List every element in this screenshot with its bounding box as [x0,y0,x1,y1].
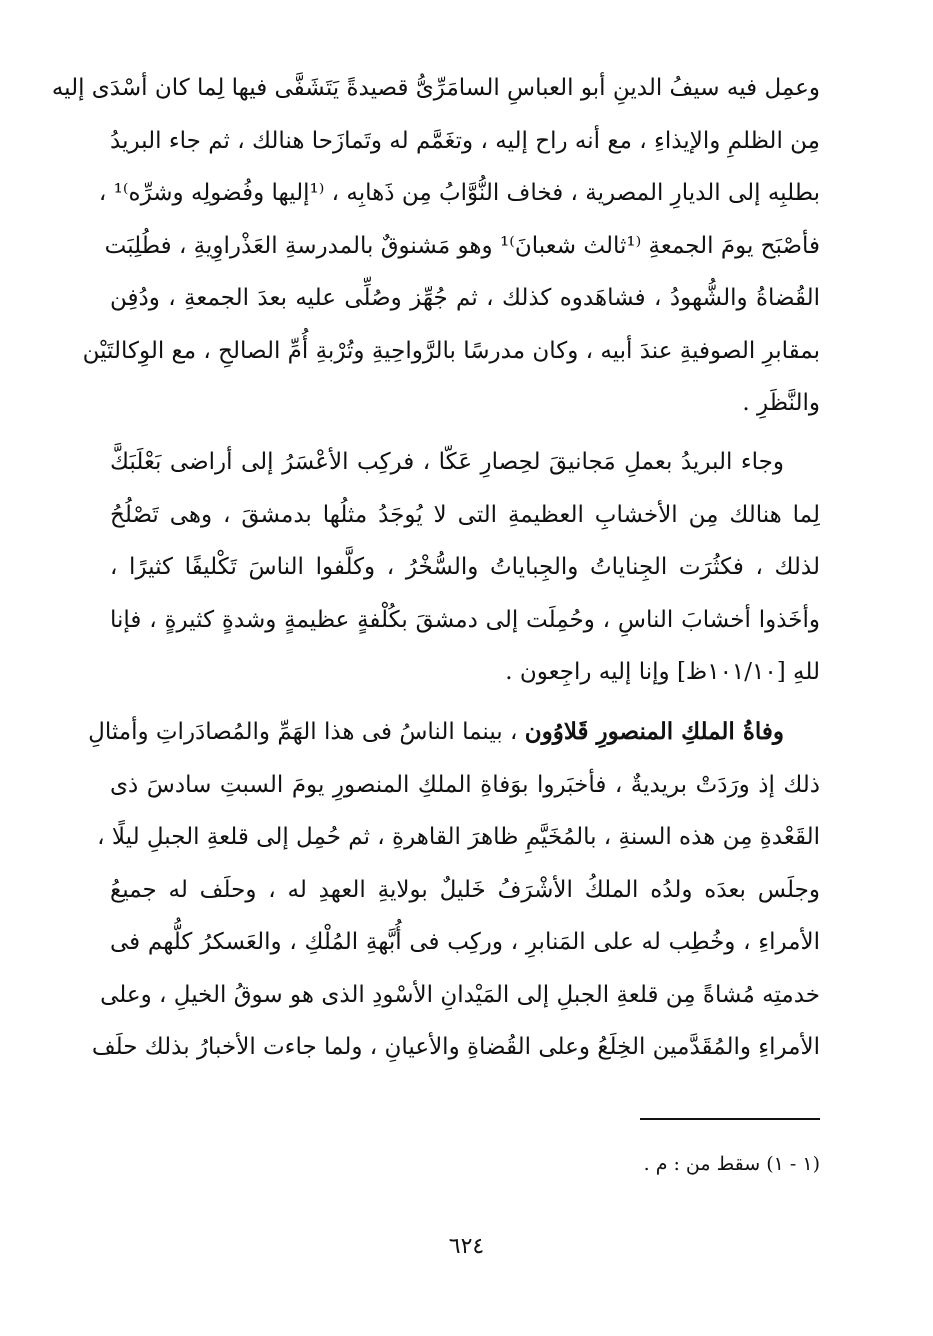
page-number: ٦٢٤ [448,1234,485,1259]
text-line: فأصْبَح يومَ الجمعةِ ⁽¹ثالث شعبانَ⁾¹ وهو مَشنوقٌ بالمدرسةِ العَذْراوِيةِ ، فطُلِبَت [104,232,820,259]
text-line: القُضاةُ والشُّهودُ ، فشاهَدوه كذلك ، ثم جُهِّز وصُلِّى عليه بعدَ الجمعةِ ، ودُفِن [110,285,820,311]
text-line: للهِ [١٠١/١٠ظ] وإنا إليه راجِعون . [505,659,820,685]
text-line: وأخَذوا أخشابَ الناسِ ، وحُمِلَت إلى دمشقَ بكُلْفةٍ عظيمةٍ وشدةٍ كثيرةٍ ، فإنا [110,606,820,633]
paragraph-3 [88,706,820,1074]
text-line: الأمراءِ ، وخُطِب له على المَنابرِ ، وركِب فى أُبَّهةِ المُلْكِ ، والعَسكرُ كلُّهم فى [110,929,820,955]
text-line: ذلك إذ ورَدَتْ بريديةٌ ، فأخبَروا بوَفاةِ الملكِ المنصورِ يومَ السبتِ سادسَ ذى [110,771,820,798]
text-line: لِما هنالك مِن الأخشابِ العظيمةِ التى لا يُوجَدُ مثلُها بدمشقَ ، وهى تَصْلُحُ [110,501,820,528]
section-heading-line [88,706,820,759]
footnote: (١ - ١) سقط من : م . [643,1153,820,1175]
text-line: مِن الظلمِ والإيذاءِ ، مع أنه راح إليه ، وتغَمَّم له وتَمازَحا هنالك ، ثم جاء البريدُ [110,127,820,154]
text-line: بطلبِه إلى الديارِ المصرية ، فخاف النُّوَّابُ مِن ذَهابِه ، ⁽¹إليها وفُضولِه وشرِّه⁾¹ ، [98,180,820,206]
text-line: الأمراءِ والمُقَدَّمين الخِلَعُ وعلى القُضاةِ والأعيانِ ، ولما جاءت الأخبارُ بذلك حلَف [91,1034,820,1060]
paragraph-2 [110,436,820,699]
text-line: وعمِل فيه سيفُ الدينِ أبو العباسِ السامَرِّىُّ قصيدةً يَتَشَفَّى فيها لِما كان أسْدَى إليه [51,75,820,101]
text-line: بمقابرِ الصوفيةِ عندَ أبيه ، وكان مدرسًا بالرَّواحِيةِ وتُرْبةِ أُمِّ الصالحِ ، مع الوِكالتَيْن [82,337,820,364]
footnote-separator [640,1118,820,1120]
paragraph-1 [51,62,820,430]
text-line: والنَّظَرِ . [742,390,820,416]
text-line: خدمتِه مُشاةً مِن قلعةِ الجبلِ إلى المَيْدانِ الأسْودِ الذى هو سوقُ الخيلِ ، وعلى [100,981,820,1008]
text-line: لذلك ، فكثُرَت الجِناياتُ والجِباياتُ والسُّخْرُ ، وكلَّفوا الناسَ تَكْليفًا كثيرًا ، [110,554,820,580]
text-line: وجاء البريدُ بعملِ مَجانيقَ لحِصارِ عَكّا ، فركِب الأعْسَرُ إلى أراضى بَعْلَبَكَّ [110,449,784,475]
section-heading: وفاةُ الملكِ المنصورِ قَلاوُون [524,718,784,745]
heading-line-rest: ، بينما الناسُ فى هذا الهَمِّ والمُصادَراتِ وأمثالِ [88,719,525,745]
text-line: وجلَس بعدَه ولدُه الملكُ الأشْرَفُ خَليلٌ بولايةِ العهدِ له ، وحلَف له جميعُ [110,876,820,903]
text-line: القَعْدةِ مِن هذه السنةِ ، بالمُخَيَّمِ ظاهرَ القاهرةِ ، ثم حُمِل إلى قلعةِ الجبلِ ليلًا ، [97,824,820,850]
